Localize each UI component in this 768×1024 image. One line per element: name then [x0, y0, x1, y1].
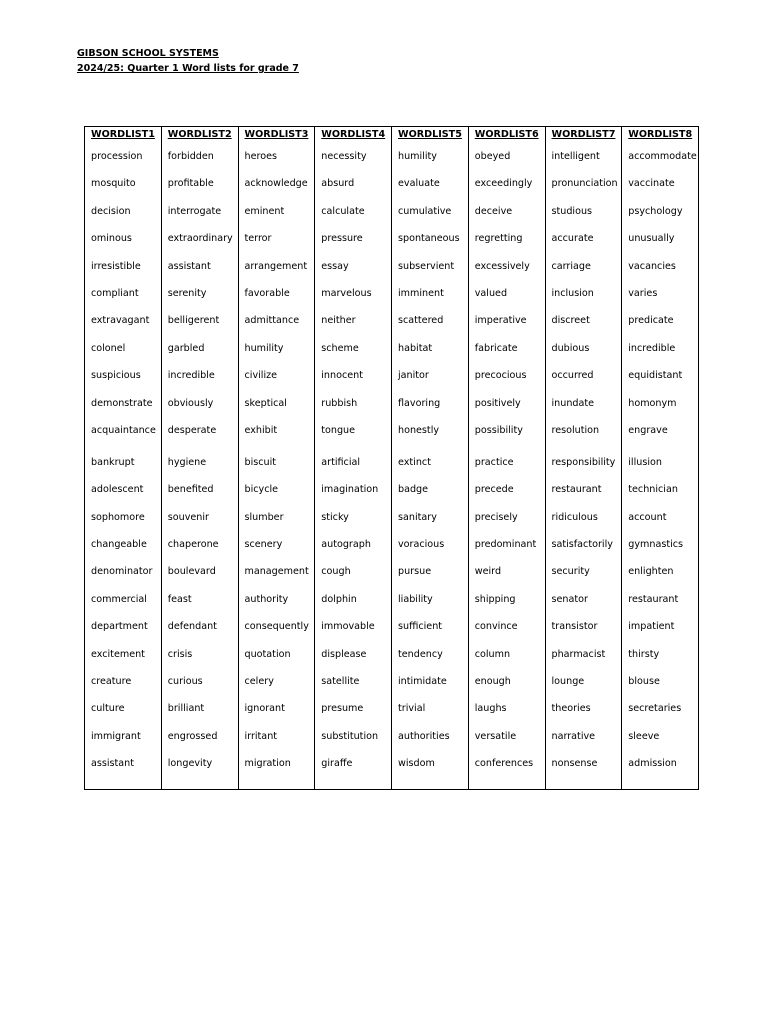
column-header: WORDLIST7 — [545, 127, 622, 152]
table-cell: vaccinate — [622, 178, 699, 205]
table-cell: terror — [238, 233, 315, 260]
table-cell: incredible — [622, 343, 699, 370]
table-cell: enough — [468, 676, 545, 703]
table-cell: assistant — [85, 758, 162, 790]
table-cell: dolphin — [315, 594, 392, 621]
table-cell: bicycle — [238, 484, 315, 511]
table-cell: immigrant — [85, 731, 162, 758]
table-cell: transistor — [545, 621, 622, 648]
table-row — [85, 758, 699, 790]
table-cell: exceedingly — [468, 178, 545, 205]
table-cell: incredible — [161, 370, 238, 397]
table-cell: garbled — [161, 343, 238, 370]
table-cell: flavoring — [392, 398, 469, 425]
table-cell: displease — [315, 649, 392, 676]
table-cell: ignorant — [238, 703, 315, 730]
table-cell: voracious — [392, 539, 469, 566]
table-cell: predicate — [622, 315, 699, 342]
table-row — [85, 621, 699, 648]
table-cell: studious — [545, 206, 622, 233]
table-cell: equidistant — [622, 370, 699, 397]
table-row — [85, 457, 699, 484]
table-cell: precede — [468, 484, 545, 511]
table-cell: trivial — [392, 703, 469, 730]
table-row — [85, 731, 699, 758]
table-cell: intelligent — [545, 151, 622, 178]
table-cell: satellite — [315, 676, 392, 703]
table-row — [85, 370, 699, 397]
table-cell: acquaintance — [85, 425, 162, 457]
table-cell: deceive — [468, 206, 545, 233]
table-cell: commercial — [85, 594, 162, 621]
school-name: GIBSON SCHOOL SYSTEMS — [77, 48, 219, 59]
table-cell: cumulative — [392, 206, 469, 233]
table-cell: theories — [545, 703, 622, 730]
table-cell: liability — [392, 594, 469, 621]
table-cell: souvenir — [161, 512, 238, 539]
table-cell: inundate — [545, 398, 622, 425]
table-cell: versatile — [468, 731, 545, 758]
table-cell: forbidden — [161, 151, 238, 178]
table-cell: habitat — [392, 343, 469, 370]
table-cell: serenity — [161, 288, 238, 315]
document-subtitle: 2024/25: Quarter 1 Word lists for grade 7 — [77, 63, 299, 74]
table-cell: consequently — [238, 621, 315, 648]
table-cell: conferences — [468, 758, 545, 790]
table-cell: ridiculous — [545, 512, 622, 539]
table-cell: suspicious — [85, 370, 162, 397]
table-cell: blouse — [622, 676, 699, 703]
table-cell: necessity — [315, 151, 392, 178]
table-cell: cough — [315, 566, 392, 593]
table-cell: imagination — [315, 484, 392, 511]
table-cell: positively — [468, 398, 545, 425]
table-cell: scattered — [392, 315, 469, 342]
table-cell: precisely — [468, 512, 545, 539]
table-cell: pronunciation — [545, 178, 622, 205]
table-cell: satisfactorily — [545, 539, 622, 566]
table-cell: scheme — [315, 343, 392, 370]
table-cell: management — [238, 566, 315, 593]
table-cell: fabricate — [468, 343, 545, 370]
table-cell: defendant — [161, 621, 238, 648]
table-cell: quotation — [238, 649, 315, 676]
table-row — [85, 315, 699, 342]
table-cell: predominant — [468, 539, 545, 566]
table-cell: tendency — [392, 649, 469, 676]
table-cell: account — [622, 512, 699, 539]
table-row — [85, 566, 699, 593]
table-cell: pressure — [315, 233, 392, 260]
table-cell: boulevard — [161, 566, 238, 593]
table-cell: honestly — [392, 425, 469, 457]
table-cell: autograph — [315, 539, 392, 566]
table-cell: responsibility — [545, 457, 622, 484]
table-cell: admittance — [238, 315, 315, 342]
table-cell: acknowledge — [238, 178, 315, 205]
table-cell: feast — [161, 594, 238, 621]
table-row — [85, 151, 699, 178]
table-cell: belligerent — [161, 315, 238, 342]
table-cell: sanitary — [392, 512, 469, 539]
table-cell: department — [85, 621, 162, 648]
table-cell: spontaneous — [392, 233, 469, 260]
column-header: WORDLIST8 — [622, 127, 699, 152]
table-cell: weird — [468, 566, 545, 593]
table-cell: assistant — [161, 261, 238, 288]
table-cell: longevity — [161, 758, 238, 790]
table-cell: colonel — [85, 343, 162, 370]
table-cell: benefited — [161, 484, 238, 511]
table-row — [85, 676, 699, 703]
table-cell: immovable — [315, 621, 392, 648]
table-cell: shipping — [468, 594, 545, 621]
table-cell: senator — [545, 594, 622, 621]
table-cell: excitement — [85, 649, 162, 676]
table-cell: regretting — [468, 233, 545, 260]
table-cell: compliant — [85, 288, 162, 315]
table-row — [85, 261, 699, 288]
table-cell: absurd — [315, 178, 392, 205]
table-cell: curious — [161, 676, 238, 703]
table-cell: occurred — [545, 370, 622, 397]
table-row — [85, 539, 699, 566]
table-cell: tongue — [315, 425, 392, 457]
table-row — [85, 649, 699, 676]
table-cell: resolution — [545, 425, 622, 457]
table-cell: authority — [238, 594, 315, 621]
table-cell: slumber — [238, 512, 315, 539]
table-body — [85, 151, 699, 790]
column-header: WORDLIST3 — [238, 127, 315, 152]
table-cell: vacancies — [622, 261, 699, 288]
table-cell: creature — [85, 676, 162, 703]
table-cell: admission — [622, 758, 699, 790]
table-cell: presume — [315, 703, 392, 730]
table-cell: varies — [622, 288, 699, 315]
table-cell: scenery — [238, 539, 315, 566]
table-cell: carriage — [545, 261, 622, 288]
table-cell: bankrupt — [85, 457, 162, 484]
table-row — [85, 288, 699, 315]
table-row — [85, 594, 699, 621]
table-cell: secretaries — [622, 703, 699, 730]
table-cell: extravagant — [85, 315, 162, 342]
table-cell: civilize — [238, 370, 315, 397]
table-cell: authorities — [392, 731, 469, 758]
table-row — [85, 178, 699, 205]
table-cell: pharmacist — [545, 649, 622, 676]
table-cell: discreet — [545, 315, 622, 342]
table-cell: neither — [315, 315, 392, 342]
table-cell: accurate — [545, 233, 622, 260]
table-cell: humility — [238, 343, 315, 370]
table-cell: imperative — [468, 315, 545, 342]
table-cell: imminent — [392, 288, 469, 315]
table-cell: engrave — [622, 425, 699, 457]
table-row — [85, 233, 699, 260]
table-cell: evaluate — [392, 178, 469, 205]
table-cell: celery — [238, 676, 315, 703]
table-row — [85, 703, 699, 730]
table-cell: nonsense — [545, 758, 622, 790]
column-header: WORDLIST5 — [392, 127, 469, 152]
table-row — [85, 484, 699, 511]
table-cell: inclusion — [545, 288, 622, 315]
table-cell: interrogate — [161, 206, 238, 233]
table-cell: extraordinary — [161, 233, 238, 260]
table-cell: exhibit — [238, 425, 315, 457]
column-header: WORDLIST4 — [315, 127, 392, 152]
table-cell: chaperone — [161, 539, 238, 566]
table-cell: crisis — [161, 649, 238, 676]
wordlist-table — [84, 126, 699, 790]
table-cell: intimidate — [392, 676, 469, 703]
table-cell: procession — [85, 151, 162, 178]
table-cell: demonstrate — [85, 398, 162, 425]
table-cell: sufficient — [392, 621, 469, 648]
table-cell: psychology — [622, 206, 699, 233]
table-row — [85, 425, 699, 457]
table-cell: accommodate — [622, 151, 699, 178]
table-cell: pursue — [392, 566, 469, 593]
table-cell: possibility — [468, 425, 545, 457]
table-cell: valued — [468, 288, 545, 315]
table-cell: column — [468, 649, 545, 676]
table-cell: arrangement — [238, 261, 315, 288]
table-cell: essay — [315, 261, 392, 288]
table-cell: innocent — [315, 370, 392, 397]
table-cell: restaurant — [545, 484, 622, 511]
table-cell: artificial — [315, 457, 392, 484]
table-cell: humility — [392, 151, 469, 178]
table-cell: profitable — [161, 178, 238, 205]
table-cell: thirsty — [622, 649, 699, 676]
table-cell: narrative — [545, 731, 622, 758]
table-cell: decision — [85, 206, 162, 233]
table-cell: restaurant — [622, 594, 699, 621]
table-cell: badge — [392, 484, 469, 511]
table-cell: culture — [85, 703, 162, 730]
table-cell: favorable — [238, 288, 315, 315]
column-header: WORDLIST2 — [161, 127, 238, 152]
table-header-row — [85, 127, 699, 152]
table-row — [85, 512, 699, 539]
table-cell: sophomore — [85, 512, 162, 539]
table-cell: sleeve — [622, 731, 699, 758]
table-cell: heroes — [238, 151, 315, 178]
table-cell: gymnastics — [622, 539, 699, 566]
table-cell: extinct — [392, 457, 469, 484]
table-cell: wisdom — [392, 758, 469, 790]
table-cell: brilliant — [161, 703, 238, 730]
table-cell: subservient — [392, 261, 469, 288]
table-cell: changeable — [85, 539, 162, 566]
table-cell: engrossed — [161, 731, 238, 758]
table-row — [85, 343, 699, 370]
table-cell: practice — [468, 457, 545, 484]
table-cell: giraffe — [315, 758, 392, 790]
table-cell: sticky — [315, 512, 392, 539]
table-cell: irritant — [238, 731, 315, 758]
table-cell: obeyed — [468, 151, 545, 178]
table-cell: adolescent — [85, 484, 162, 511]
table-cell: laughs — [468, 703, 545, 730]
table-cell: precocious — [468, 370, 545, 397]
table-cell: migration — [238, 758, 315, 790]
table-cell: lounge — [545, 676, 622, 703]
table-cell: rubbish — [315, 398, 392, 425]
table-cell: illusion — [622, 457, 699, 484]
table-cell: ominous — [85, 233, 162, 260]
table-cell: dubious — [545, 343, 622, 370]
table-cell: marvelous — [315, 288, 392, 315]
table-cell: impatient — [622, 621, 699, 648]
table-cell: enlighten — [622, 566, 699, 593]
table-cell: technician — [622, 484, 699, 511]
table-cell: desperate — [161, 425, 238, 457]
table-cell: homonym — [622, 398, 699, 425]
table-cell: biscuit — [238, 457, 315, 484]
table-cell: mosquito — [85, 178, 162, 205]
table-cell: excessively — [468, 261, 545, 288]
table-row — [85, 206, 699, 233]
table-cell: denominator — [85, 566, 162, 593]
table-cell: convince — [468, 621, 545, 648]
table-cell: skeptical — [238, 398, 315, 425]
document-header — [77, 46, 299, 76]
table-cell: janitor — [392, 370, 469, 397]
table-row — [85, 398, 699, 425]
table-cell: eminent — [238, 206, 315, 233]
table-cell: unusually — [622, 233, 699, 260]
table-cell: security — [545, 566, 622, 593]
table-cell: obviously — [161, 398, 238, 425]
column-header: WORDLIST1 — [85, 127, 162, 152]
table-cell: substitution — [315, 731, 392, 758]
table-cell: irresistible — [85, 261, 162, 288]
column-header: WORDLIST6 — [468, 127, 545, 152]
table-cell: hygiene — [161, 457, 238, 484]
table-cell: calculate — [315, 206, 392, 233]
